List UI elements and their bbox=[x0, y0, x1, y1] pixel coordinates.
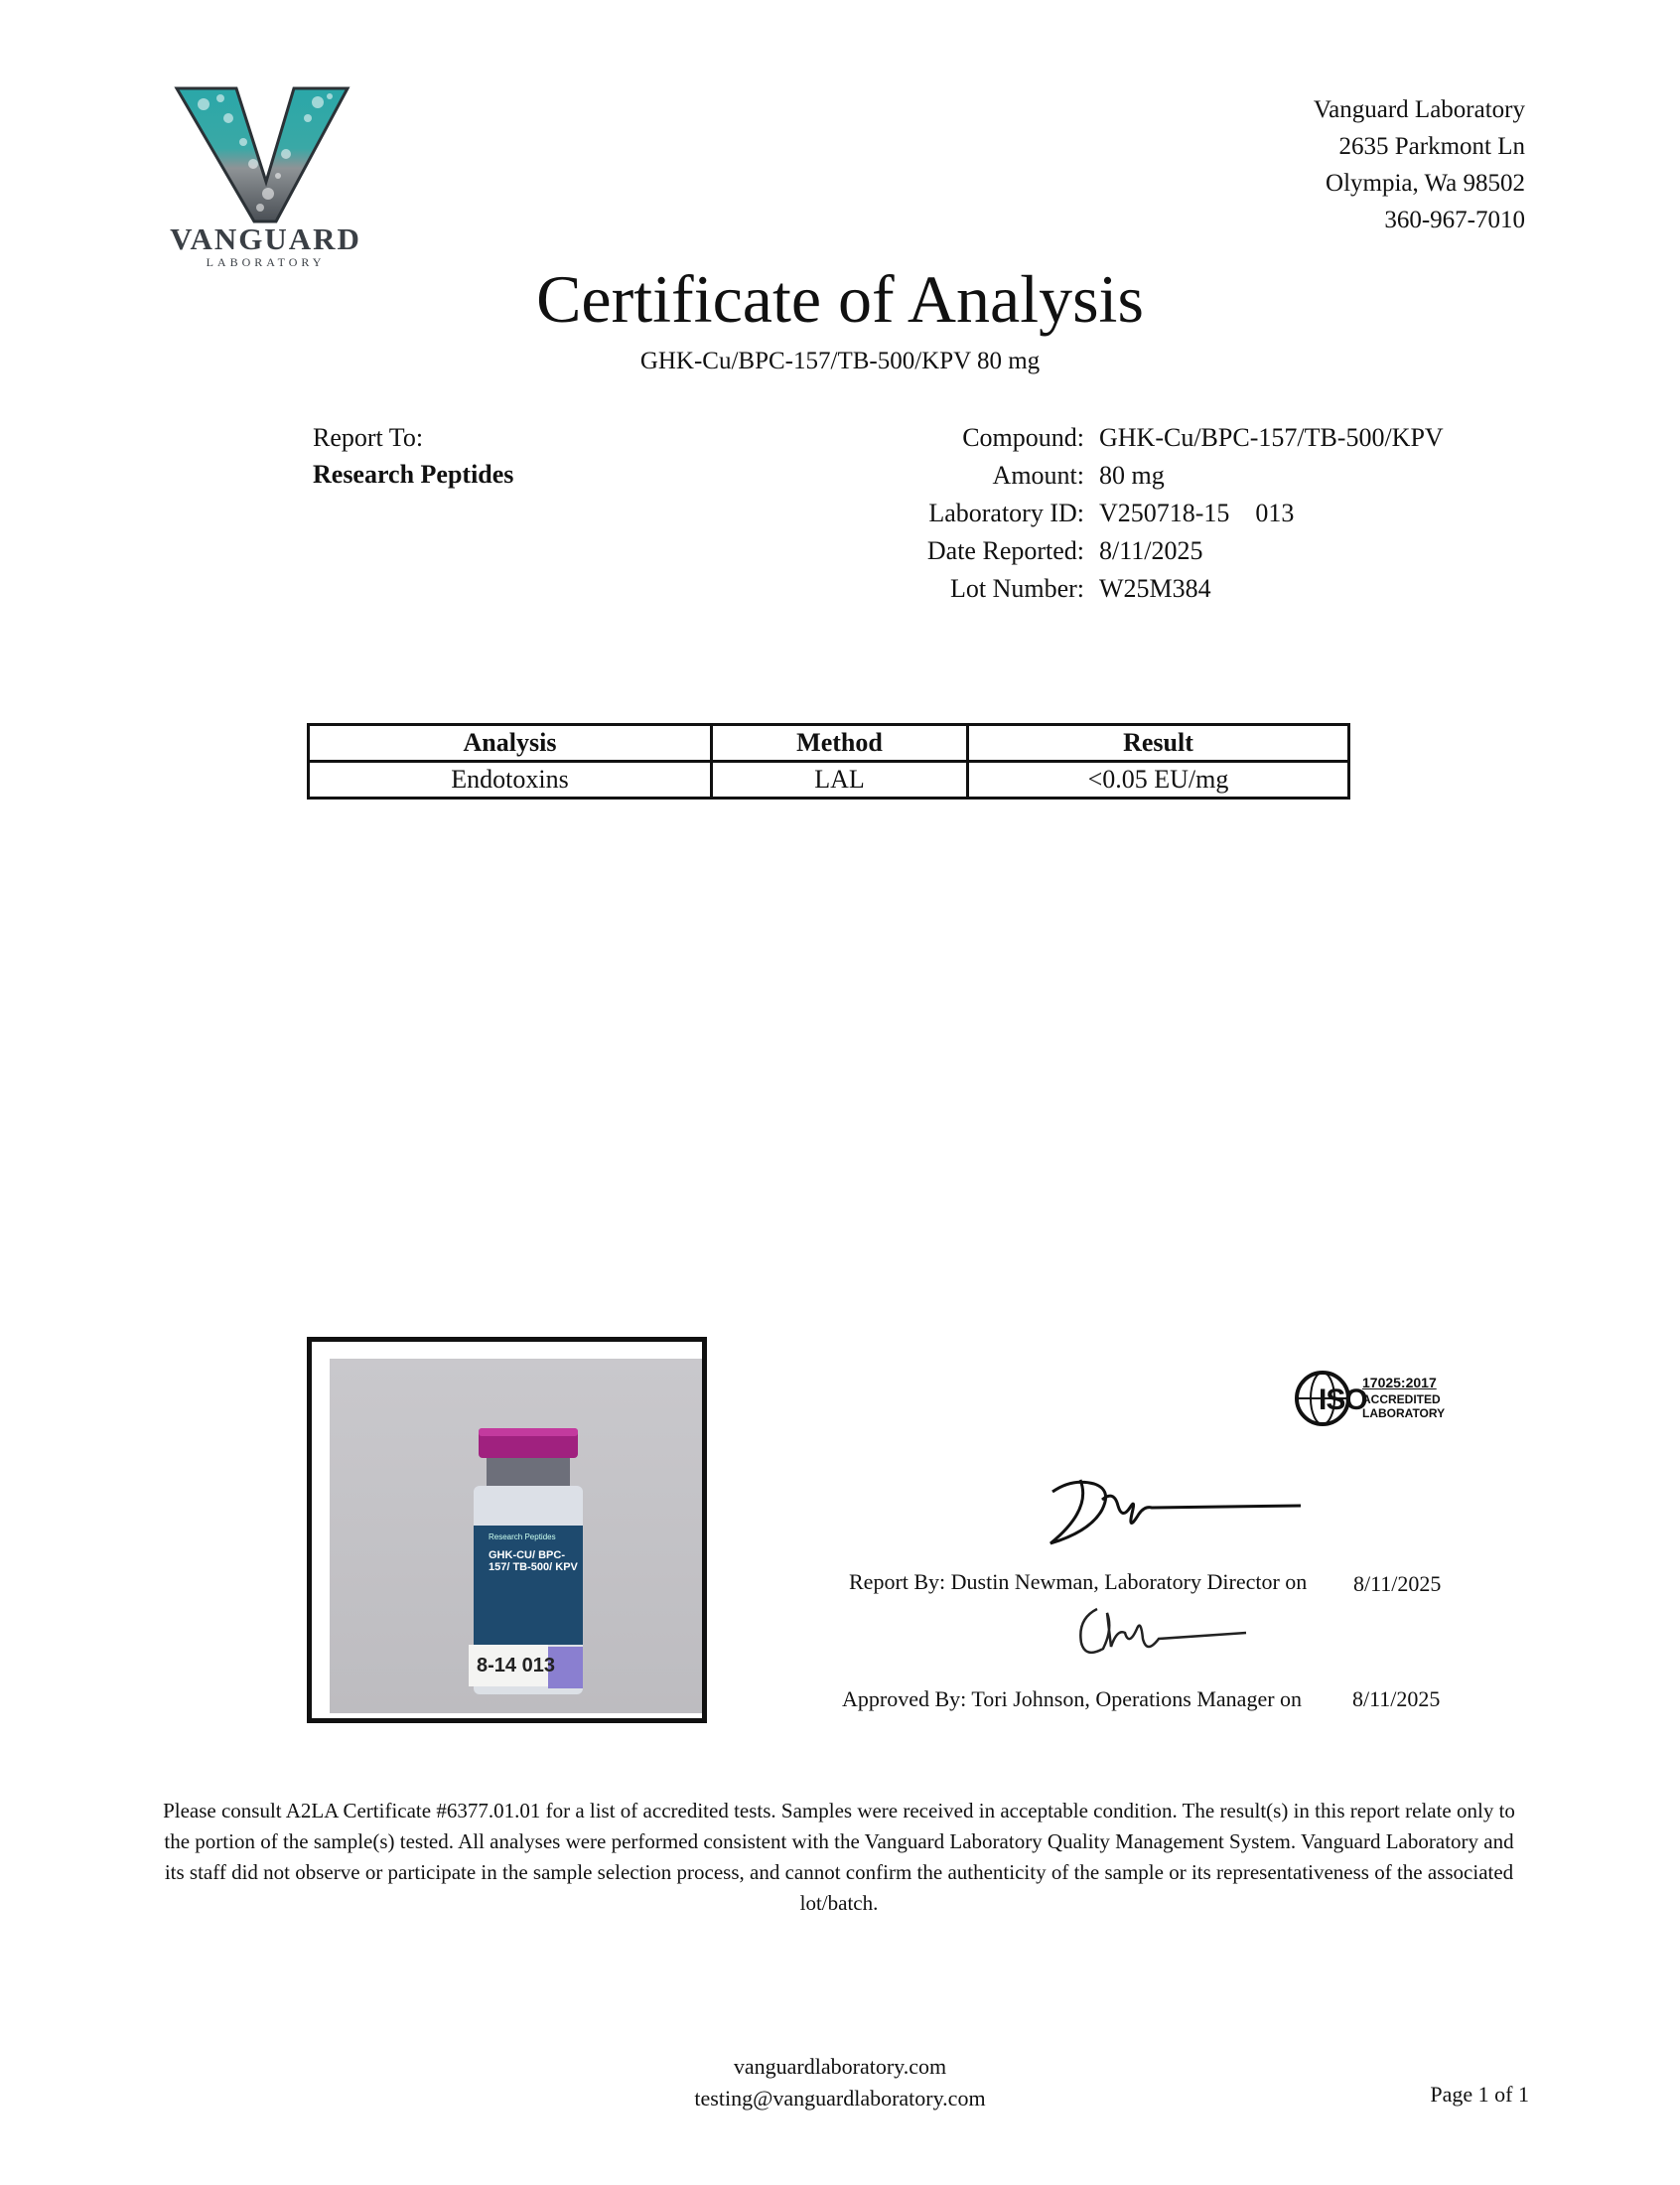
report-by-date: 8/11/2025 bbox=[1353, 1571, 1442, 1596]
report-by-text: Report By: Dustin Newman, Laboratory Director on bbox=[849, 1569, 1308, 1594]
disclaimer-text: Please consult A2LA Certificate #6377.01.01 for a list of accredited tests. Samples were received in acceptable condition. The result(s) in this report relate only to the portion of the sample(s) tested. All analyses were performed consistent with the Vanguard Laboratory Quality Management System. Vanguard Laboratory and its staff did not observe or participate in the sample selection process, and cannot confirm the authenticity of the sample or its representativeness of the associated lot/batch. bbox=[163, 1799, 1515, 1915]
vial-lot-sticker: 8-14 013 bbox=[477, 1655, 555, 1676]
report-to-value: Research Peptides bbox=[313, 460, 514, 489]
iso-standard: 17025:2017 bbox=[1362, 1375, 1437, 1390]
table-header-row bbox=[309, 725, 1349, 762]
manager-signature-icon bbox=[1067, 1599, 1266, 1669]
sample-photo bbox=[330, 1359, 702, 1713]
page-number: Page 1 of 1 bbox=[1430, 2082, 1529, 2107]
vanguard-logo bbox=[159, 84, 372, 268]
page-title: Certificate of Analysis bbox=[536, 261, 1144, 337]
lab-address bbox=[1314, 91, 1525, 238]
laboratory-id-value: V250718-15 013 bbox=[1099, 499, 1295, 527]
table-header-method: Method bbox=[712, 725, 968, 762]
laboratory-id-label: Laboratory ID: bbox=[928, 499, 1084, 527]
iso-mark-text: ISO bbox=[1319, 1384, 1367, 1416]
amount-value: 80 mg bbox=[1099, 461, 1165, 490]
iso-laboratory: LABORATORY bbox=[1362, 1406, 1446, 1420]
table-cell-method: LAL bbox=[712, 762, 968, 799]
table-header-analysis: Analysis bbox=[309, 725, 712, 762]
logo-subtitle: LABORATORY bbox=[206, 255, 326, 269]
report-to-label: Report To: bbox=[313, 423, 424, 452]
iso-accredited: ACCREDITED bbox=[1362, 1392, 1441, 1406]
table-cell-result: <0.05 EU/mg bbox=[968, 762, 1349, 799]
director-signature-icon bbox=[1033, 1470, 1311, 1559]
compound-label: Compound: bbox=[962, 423, 1084, 452]
v-logo-mark-icon bbox=[159, 84, 372, 223]
lot-number-value: W25M384 bbox=[1099, 574, 1211, 603]
vial-label: GHK-CU/ BPC-157/ TB-500/ KPV bbox=[489, 1549, 578, 1573]
sample-photo-frame bbox=[307, 1337, 707, 1723]
table-header-result: Result bbox=[968, 725, 1349, 762]
lot-number-label: Lot Number: bbox=[949, 574, 1084, 603]
footer-email: testing@vanguardlaboratory.com bbox=[694, 2086, 986, 2111]
date-reported-label: Date Reported: bbox=[926, 536, 1084, 565]
logo-name: VANGUARD bbox=[170, 221, 361, 256]
footer-website: vanguardlaboratory.com bbox=[733, 2054, 947, 2079]
amount-label: Amount: bbox=[992, 461, 1084, 490]
table-cell-analysis: Endotoxins bbox=[309, 762, 712, 799]
results-table bbox=[307, 723, 1350, 800]
iso-accreditation-badge bbox=[1281, 1369, 1479, 1428]
compound-value: GHK-Cu/BPC-157/TB-500/KPV bbox=[1099, 423, 1444, 452]
approved-by-date: 8/11/2025 bbox=[1352, 1686, 1441, 1711]
lab-name: Vanguard Laboratory bbox=[1313, 96, 1525, 123]
date-reported-value: 8/11/2025 bbox=[1099, 536, 1203, 565]
table-row bbox=[309, 762, 1349, 799]
page-subtitle: GHK-Cu/BPC-157/TB-500/KPV 80 mg bbox=[639, 348, 1041, 374]
approved-by-text: Approved By: Tori Johnson, Operations Manager on bbox=[842, 1686, 1303, 1711]
lab-street: 2635 Parkmont Ln bbox=[1338, 133, 1525, 160]
lab-city: Olympia, Wa 98502 bbox=[1326, 170, 1525, 197]
lab-phone: 360-967-7010 bbox=[1384, 207, 1525, 233]
vial-brand: Research Peptides bbox=[489, 1532, 556, 1541]
